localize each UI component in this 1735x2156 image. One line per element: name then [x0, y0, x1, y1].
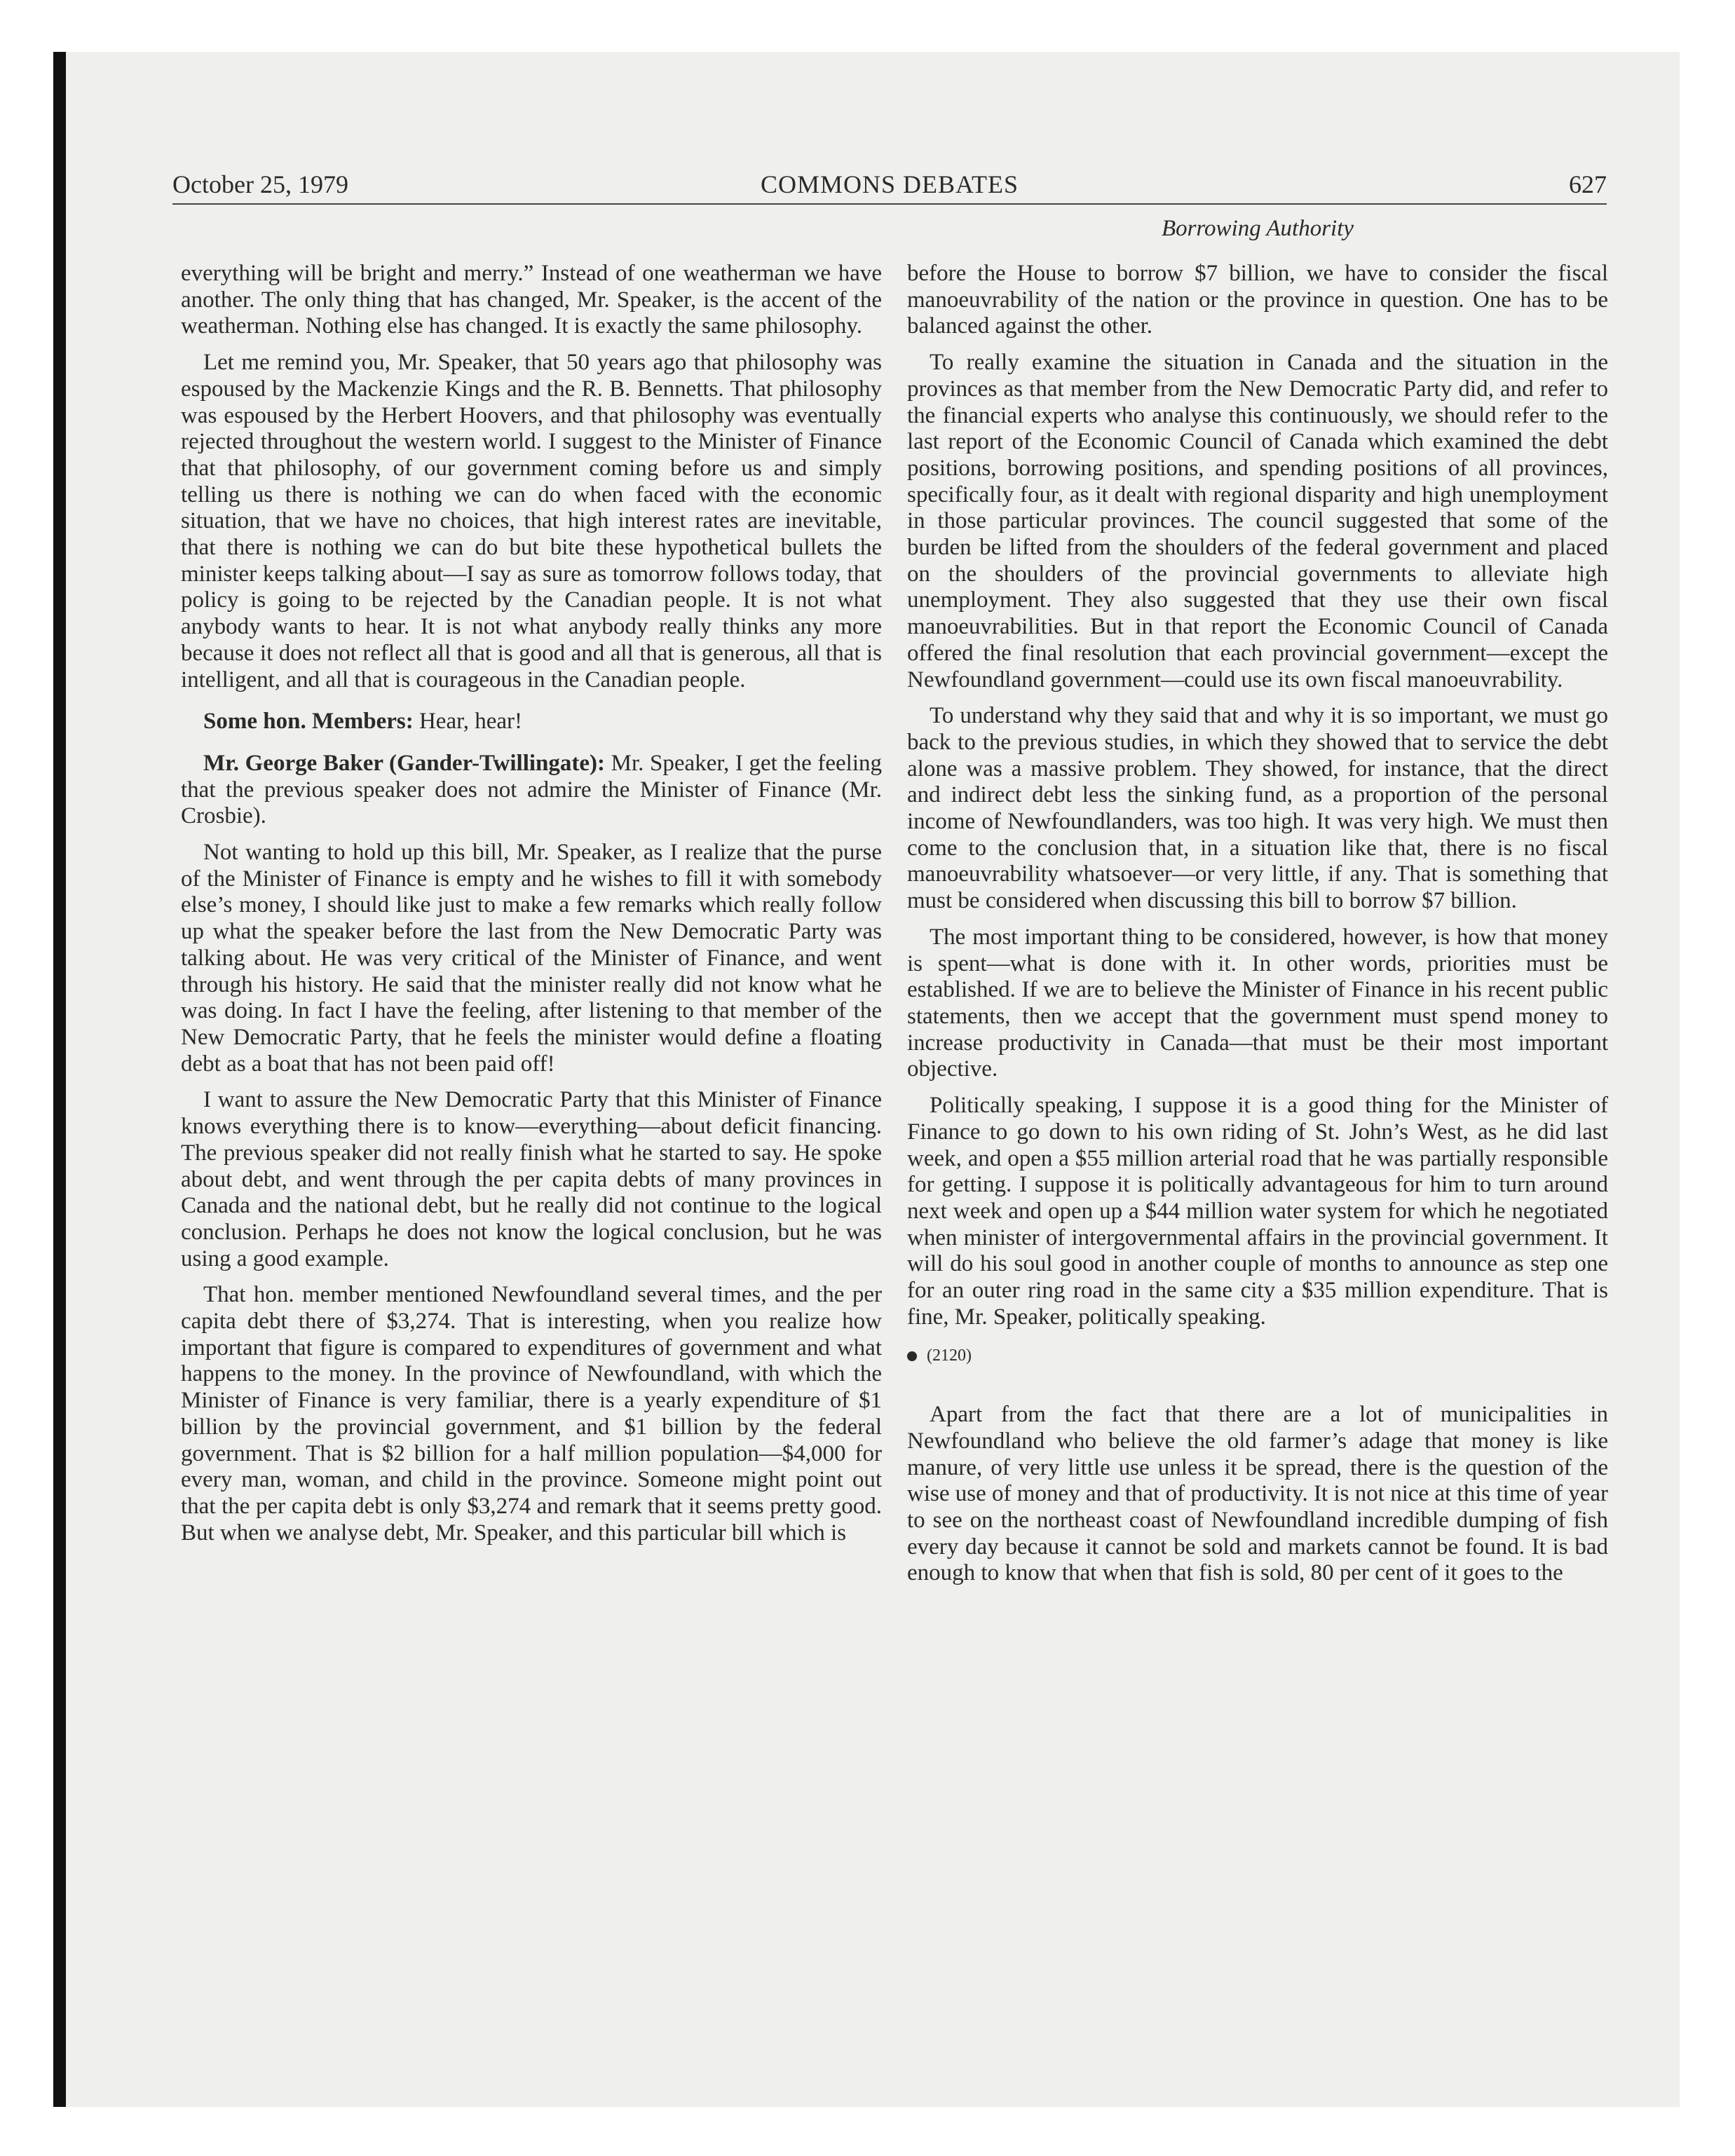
paragraph: I want to assure the New Democratic Party that this Minister of Finance knows everything there is to know—everything—about deficit financing. The previous speaker did not really finish what he started to say. He spoke about debt, and went through the per capita debts of many provinces in Canada and the national debt, but he really did not continue to the logical conclusion. Perhaps he does not know the logical conclusion, but he was using a good example.	[181, 1087, 882, 1271]
paragraph: That hon. member mentioned Newfoundland several times, and the per capita debt there of $3,274. That is interesting, when you realize how important that figure is compared to expenditures of government and what happens to the money. In the province of Newfoundland, with which the Minister of Finance is very familiar, there is a yearly expenditure of $1 billion by the provincial government, and $1 billion by the federal government. That is $2 billion for a half million population—$4,000 for every man, woman, and child in the province. Someone might point out that the per capita debt is only $3,274 and remark that it seems pretty good. But when we analyse debt, Mr. Speaker, and this particular bill which is	[181, 1282, 882, 1546]
paragraph: Apart from the fact that there are a lot of municipalities in Newfoundland who believe the old farmer’s adage that money is like manure, of very little use unless it be spread, there is the question of the wise use of money and that of productivity. It is not nice at this time of year to see on the northeast coast of Newfoundland incredible dumping of fish every day because it cannot be sold and markets cannot be found. It is bad enough to know that when that fish is sold, 80 per cent of it goes to the	[907, 1402, 1608, 1586]
paragraph: Not wanting to hold up this bill, Mr. Speaker, as I realize that the purse of the Minister of Finance is empty and he wishes to fill it with somebody else’s money, I should like just to make a few remarks which really follow up what the speaker before the last from the New Democratic Party was talking about. He was very critical of the Minister of Finance, and went through his history. He said that the minister really did not know what he was doing. In fact I have the feeling, after listening to that member of the New Democratic Party, that he feels the minister would define a floating debt as a boat that has not been paid off!	[181, 840, 882, 1077]
speech-paragraph	[181, 751, 882, 830]
binding-edge	[53, 52, 66, 2107]
page-header	[172, 164, 1607, 205]
paragraph: everything will be bright and merry.” Instead of one weatherman we have another. The only thing that has changed, Mr. Speaker, is the accent of the weatherman. Nothing else has changed. It is exactly the same philosophy.	[181, 261, 882, 339]
speech-paragraph	[181, 709, 882, 735]
page-number: 627	[1569, 170, 1607, 198]
left-column	[181, 261, 882, 1556]
right-column	[907, 261, 1608, 1597]
header-date: October 25, 1979	[172, 170, 348, 198]
paragraph: Let me remind you, Mr. Speaker, that 50 years ago that philosophy was espoused by the Mackenzie Kings and the R. B. Bennetts. That philosophy was espoused by the Herbert Hoovers, and that philosophy was eventually rejected throughout the western world. I suggest to the Minister of Finance that that philosophy, of our government coming before us and simply telling us there is nothing we can do when faced with the economic situation, that we have no choices, that high interest rates are inevitable, that there is nothing we can do but bite these hypothetical bullets the minister keeps talking about—I say as sure as tomorrow follows today, that policy is going to be rejected by the Canadian people. It is not what anybody wants to hear. It is not what anybody really thinks any more because it does not reflect all that is good and all that is generous, all that is intelligent, and all that is courageous in the Canadian people.	[181, 350, 882, 692]
time-marker	[907, 1343, 1608, 1370]
time-marker-label: (2120)	[927, 1346, 972, 1365]
header-title: COMMONS DEBATES	[760, 170, 1019, 198]
paragraph: The most important thing to be considered, however, is how that money is spent—what is done with it. In other words, priorities must be established. If we are to believe the Minister of Finance in his recent public statements, then we accept that the government must spend money to increase productivity in Canada—that must be their most important objective.	[907, 924, 1608, 1082]
speaker-name: Some hon. Members:	[203, 709, 414, 735]
paragraph: before the House to borrow $7 billion, we have to consider the fiscal manoeuvrability of the nation or the province in question. One has to be balanced against the other.	[907, 261, 1608, 339]
paragraph: Politically speaking, I suppose it is a good thing for the Minister of Finance to go down to his own riding of St. John’s West, as he did last week, and open a $55 million arterial road that he was partially responsible for getting. I suppose it is politically advantageous for him to turn around next week and open up a $44 million water system for which he negotiated when minister of intergovernmental affairs in the provincial government. It will do his soul good in another couple of months to announce as step one for an outer ring road in the same city a $35 million expenditure. That is fine, Mr. Speaker, politically speaking.	[907, 1093, 1608, 1330]
section-subheading: Borrowing Authority	[1161, 216, 1354, 241]
paragraph: To really examine the situation in Canada and the situation in the provinces as that member from the New Democratic Party did, and refer to the financial experts who analyse this continuously, we should refer to the last report of the Economic Council of Canada which examined the debt positions, borrowing positions, and spending positions of all provinces, specifically four, as it dealt with regional disparity and high unemployment in those particular provinces. The council suggested that some of the burden be lifted from the shoulders of the federal government and placed on the shoulders of the provincial governments to alleviate high unemployment. They also suggested that they use their own fiscal manoeuvrabilities. But in that report the Economic Council of Canada offered the final resolution that each provincial government—except the Newfoundland government—could use its own fiscal manoeuvrability.	[907, 350, 1608, 692]
speaker-name: Mr. George Baker (Gander-Twillingate):	[203, 750, 606, 776]
bullet-icon	[907, 1351, 917, 1361]
speech-text: Hear, hear!	[413, 709, 523, 735]
speech-text: Mr. Speaker, I get the feeling that the previous speaker does not admire the Minister of Finance (Mr. Crosbie).	[181, 750, 882, 829]
paragraph: To understand why they said that and why it is so important, we must go back to the previous studies, in which they showed that to service the debt alone was a massive problem. They showed, for instance, that the direct and indirect debt less the sinking fund, as a proportion of the personal income of Newfoundlanders, was too high. It was very high. We must then come to the conclusion that, in a situation like that, there is no fiscal manoeuvrability whatsoever—or very little, if any. That is something that must be considered when discussing this bill to borrow $7 billion.	[907, 703, 1608, 914]
